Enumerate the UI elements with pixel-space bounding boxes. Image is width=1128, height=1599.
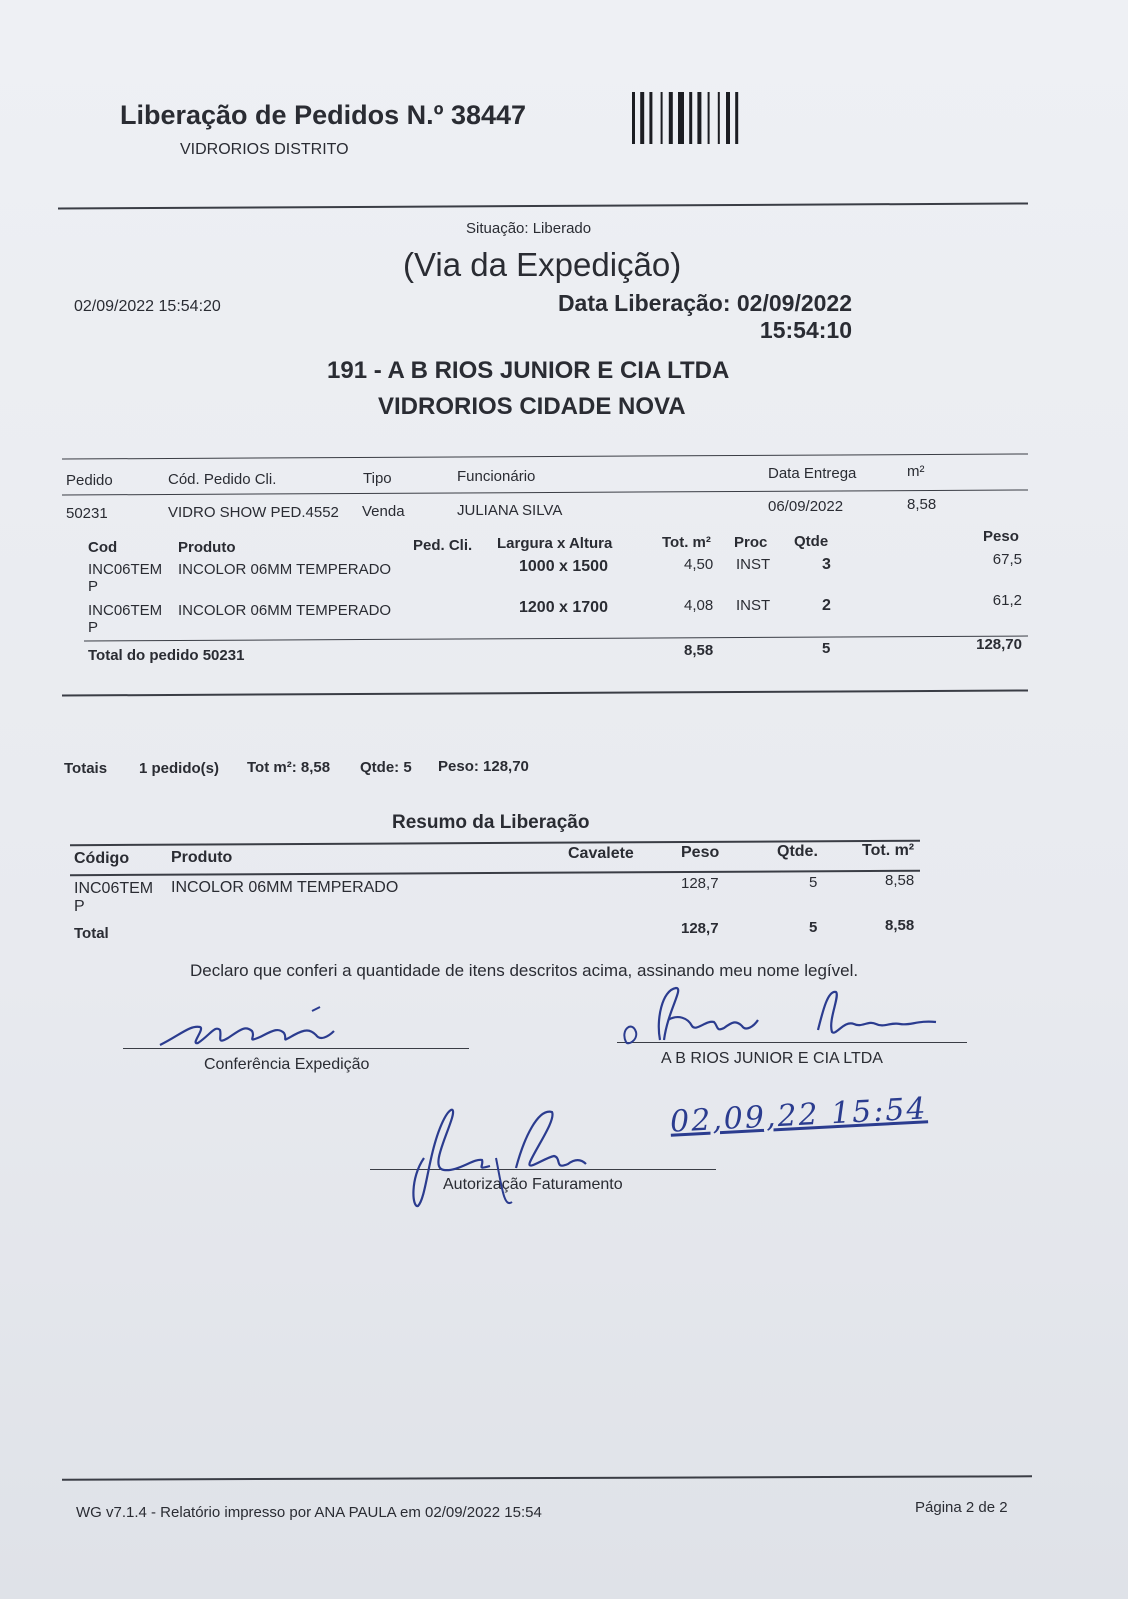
summary-row-tot-m2: 8,58 [885,872,915,889]
summary-col-peso: Peso [681,844,720,861]
col-header-pedido: Pedido [66,472,113,489]
col-header-cod: Cod [88,539,118,556]
order-total-m2: 8,58 [684,642,714,659]
print-timestamp: 02/09/2022 15:54:20 [74,298,221,315]
item-tot-m2: 4,08 [684,597,714,614]
release-date: Data Liberação: 02/09/2022 15:54:10 [557,290,852,343]
col-header-peso: Peso [983,528,1019,545]
divider [62,489,1028,495]
summary-col-produto: Produto [171,849,233,866]
handwritten-signature [150,1005,360,1055]
order-m2: 8,58 [907,496,937,513]
footer-page-number: Página 2 de 2 [915,1499,1008,1516]
declaration-text: Declaro que conferi a quantidade de itens descritos acima, assinando meu nome legível. [190,961,859,980]
signature-label-client: A B RIOS JUNIOR E CIA LTDA [661,1050,883,1067]
divider [58,202,1028,209]
order-employee: JULIANA SILVA [457,502,563,519]
item-tot-m2: 4,50 [684,556,714,573]
order-delivery-date: 06/09/2022 [768,498,844,515]
item-product: INCOLOR 06MM TEMPERADO [178,561,392,578]
signature-label-autorizacao: Autorização Faturamento [443,1176,623,1193]
summary-title: Resumo da Liberação [392,812,590,833]
order-client-code: VIDRO SHOW PED.4552 [168,504,339,521]
summary-total-peso: 128,7 [681,920,719,937]
signature-label-conferencia: Conferência Expedição [204,1056,370,1073]
summary-row-product: INCOLOR 06MM TEMPERADO [171,879,399,896]
item-dimensions: 1200 x 1700 [519,599,608,616]
summary-col-tot-m2: Tot. m² [862,842,915,859]
summary-col-codigo: Código [74,850,130,867]
totals-label: Totais [64,760,108,777]
summary-total-tot-m2: 8,58 [885,917,915,934]
item-qtde: 2 [822,597,831,614]
divider [84,636,1028,642]
client-name: 191 - A B RIOS JUNIOR E CIA LTDA [327,357,730,384]
col-header-tot-m2: Tot. m² [662,534,711,551]
col-header-tipo: Tipo [363,470,392,487]
col-header-m2: m² [907,463,925,480]
status-text: Situação: Liberado [466,220,592,237]
col-header-ped-cli: Ped. Cli. [413,537,473,554]
item-qtde: 3 [822,556,831,573]
col-header-data-entrega: Data Entrega [768,465,857,482]
divider [62,689,1028,696]
footer-print-info: WG v7.1.4 - Relatório impresso por ANA PAULA em 02/09/2022 15:54 [76,1504,542,1521]
summary-row-code: INC06TEM P [74,880,154,915]
summary-total-label: Total [74,925,109,942]
col-header-qtde: Qtde [794,533,829,550]
item-proc: INST [736,597,771,614]
client-store: VIDRORIOS CIDADE NOVA [378,393,686,420]
col-header-funcionario: Funcionário [457,468,536,485]
item-product: INCOLOR 06MM TEMPERADO [178,602,392,619]
col-header-produto: Produto [178,539,236,556]
document-title: Liberação de Pedidos N.º 38447 [120,100,527,130]
totals-orders: 1 pedido(s) [139,760,220,777]
item-peso: 67,5 [992,551,1022,568]
company-name: VIDRORIOS DISTRITO [180,141,349,158]
item-code: INC06TEM P [88,602,163,636]
summary-col-qtde: Qtde. [777,843,818,860]
summary-col-cavalete: Cavalete [568,845,634,862]
order-type: Venda [362,503,405,520]
divider [62,1475,1032,1480]
copy-label: (Via da Expedição) [403,246,682,283]
col-header-largura-altura: Largura x Altura [497,535,613,552]
item-dimensions: 1000 x 1500 [519,558,608,575]
summary-row-qtde: 5 [809,874,818,891]
item-proc: INST [736,556,771,573]
item-peso: 61,2 [992,592,1022,609]
order-total-qtde: 5 [822,640,831,657]
order-total-label: Total do pedido 50231 [88,647,245,664]
handwritten-date: 02,09,22 15:54 [669,1091,929,1140]
divider [70,870,920,876]
barcode [632,92,802,144]
totals-peso: Peso: 128,70 [438,758,529,775]
col-header-proc: Proc [734,534,768,551]
handwritten-signature [618,980,978,1050]
totals-qtde: Qtde: 5 [360,759,412,776]
col-header-cod-pedido-cli: Cód. Pedido Cli. [168,471,277,488]
order-total-peso: 128,70 [976,636,1022,653]
summary-total-qtde: 5 [809,919,818,936]
handwritten-signature [404,1098,614,1218]
totals-m2: Tot m²: 8,58 [247,759,331,776]
summary-row-peso: 128,7 [681,875,719,892]
divider [62,453,1028,459]
order-number: 50231 [66,505,108,522]
item-code: INC06TEM P [88,561,163,595]
